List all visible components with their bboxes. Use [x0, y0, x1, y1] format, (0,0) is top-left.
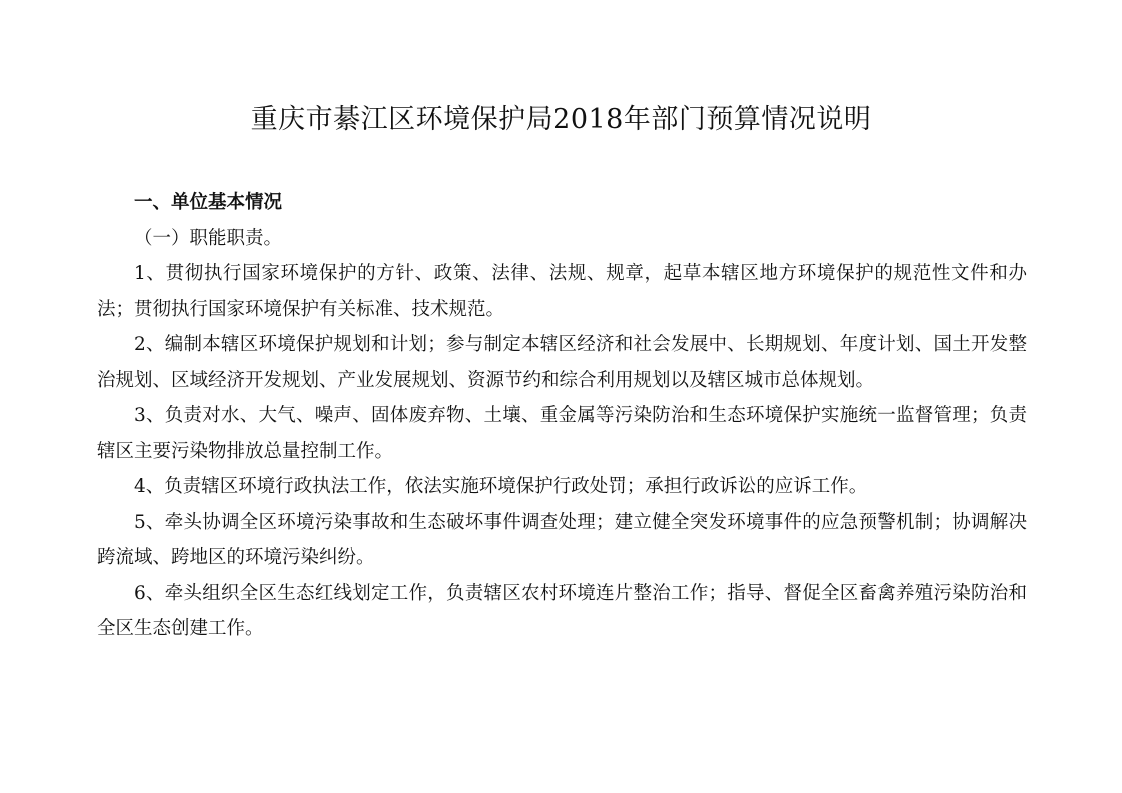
duty-item-6: 6、牵头组织全区生态红线划定工作，负责辖区农村环境连片整治工作；指导、督促全区畜禽养殖污染防治和全区生态创建工作。	[97, 582, 1027, 639]
duty-item-5: 5、牵头协调全区环境污染事故和生态破坏事件调查处理；建立健全突发环境事件的应急预警机制；协调解决跨流域、跨地区的环境污染纠纷。	[97, 511, 1027, 568]
duty-item-2: 2、编制本辖区环境保护规划和计划；参与制定本辖区经济和社会发展中、长期规划、年度计划、国土开发整治规划、区域经济开发规划、产业发展规划、资源节约和综合利用规划以及辖区城市总体规划。	[97, 334, 1027, 391]
duty-item-3: 3、负责对水、大气、噪声、固体废弃物、土壤、重金属等污染防治和生态环境保护实施统一监督管理；负责辖区主要污染物排放总量控制工作。	[97, 405, 1027, 462]
duty-item-1: 1、贯彻执行国家环境保护的方针、政策、法律、法规、规章，起草本辖区地方环境保护的规范性文件和办法；贯彻执行国家环境保护有关标准、技术规范。	[97, 263, 1027, 320]
document-title: 重庆市綦江区环境保护局2018年部门预算情况说明	[250, 104, 872, 135]
document-body	[97, 185, 1027, 647]
duty-item-4: 4、负责辖区环境行政执法工作，依法实施环境保护行政处罚；承担行政诉讼的应诉工作。	[134, 476, 868, 497]
subsection-heading: （一）职能职责。	[134, 227, 283, 249]
section-heading: 一、单位基本情况	[134, 192, 283, 213]
